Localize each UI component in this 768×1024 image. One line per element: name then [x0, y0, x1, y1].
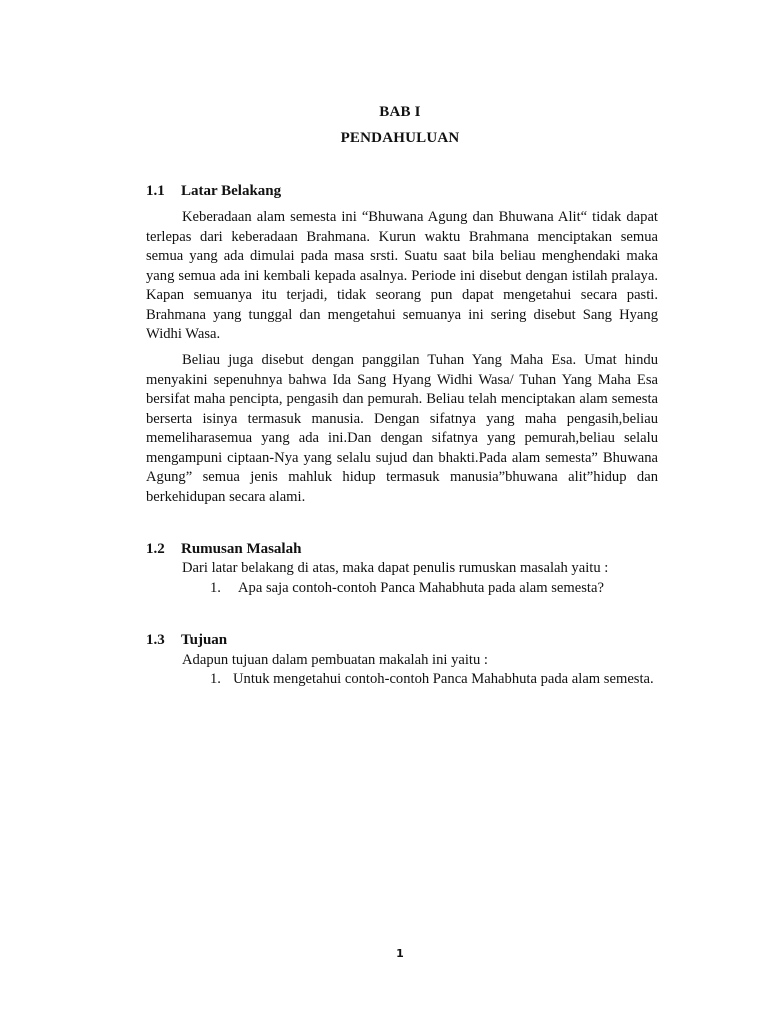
section-title: Rumusan Masalah [181, 541, 302, 557]
section-heading-1-2 [146, 541, 301, 558]
chapter-label: BAB I [379, 104, 421, 120]
chapter-title: PENDAHULUAN [340, 130, 460, 146]
section-number: 1.2 [146, 541, 165, 557]
list-marker: 1. [210, 580, 221, 596]
list-marker: 1. [210, 671, 221, 687]
problem-intro: Dari latar belakang di atas, maka dapat penulis rumuskan masalah yaitu : [182, 560, 609, 576]
list-item-text: Untuk mengetahui contoh-contoh Panca Mahabhuta pada alam semesta. [233, 671, 654, 687]
list-item [210, 670, 660, 710]
section-title: Latar Belakang [181, 183, 282, 199]
list-item [210, 579, 660, 599]
list-item-text: Apa saja contoh-contoh Panca Mahabhuta pada alam semesta? [238, 580, 604, 596]
background-paragraph-2: Beliau juga disebut dengan panggilan Tuhan Yang Maha Esa. Umat hindu menyakini sepenuhnya bahwa Ida Sang Hyang Widhi Wasa/ Tuhan Yang Maha Esa bersifat maha pencipta, pengasih dan pemurah. Beliau telah menciptakan alam semesta berserta isinya termasuk manusia. Dengan sifatnya yang maha pengasih,beliau memeliharasemua yang ada ini.Dan dengan sifatnya yang pemurah,beliau selalu mengampuni ciptaan-Nya yang selalu sujud dan bhakti.Pada alam semesta” Bhuwana Agung” semua jenis mahluk hidup termasuk manusia”bhuwana alit”hidup dan berkehidupan secara alami. [146, 352, 658, 505]
section-title: Tujuan [181, 632, 228, 648]
section-heading-1-1 [146, 183, 281, 200]
background-paragraph-1: Keberadaan alam semesta ini “Bhuwana Agung dan Bhuwana Alit“ tidak dapat terlepas dari keberadaan Brahmana. Kurun waktu Brahmana menciptakan semua semua yang ada dimulai pada masa srsti. Suatu saat bila beliau menghendaki maka yang semua ada ini kembali kepada asalnya. Periode ini disebut dengan istilah pralaya. Kapan semuanya itu terjadi, tidak seorang pun dapat mengetahui secara pasti. Brahmana yang tunggal dan mengetahui semuanya ini sering disebut Sang Hyang Widhi Wasa. [146, 209, 658, 342]
objective-intro: Adapun tujuan dalam pembuatan makalah ini yaitu : [182, 652, 488, 668]
page-number: 1 [396, 947, 404, 960]
section-number: 1.1 [146, 183, 165, 199]
section-number: 1.3 [146, 632, 165, 648]
section-heading-1-3 [146, 632, 227, 649]
